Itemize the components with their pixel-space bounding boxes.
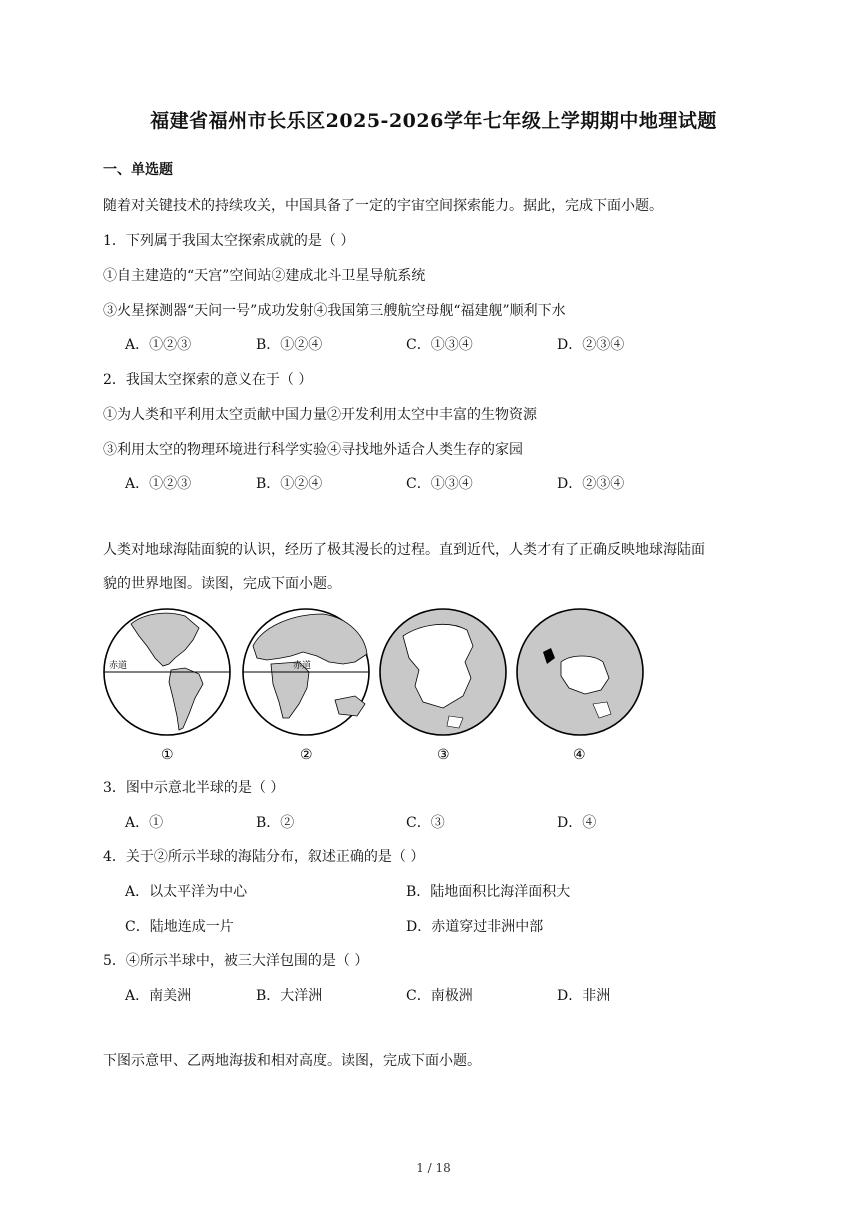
- intro-text-2-line-2: 貌的世界地图。读图，完成下面小题。: [103, 576, 341, 592]
- equator-label-2: 赤道: [293, 661, 312, 671]
- globe-northern-view: [380, 609, 506, 735]
- q3-option-c: C．③: [406, 815, 445, 831]
- question-1-stem: 1．下列属于我国太空探索成就的是（ ）: [103, 233, 355, 249]
- question-2-item-2: ③利用太空的物理环境进行科学实验④寻找地外适合人类生存的家园: [103, 442, 523, 458]
- globe-southern-view: [517, 609, 643, 735]
- q5-option-b: B．大洋洲: [256, 988, 323, 1004]
- globe-western-hemisphere: [104, 609, 230, 735]
- question-2-stem: 2．我国太空探索的意义在于（ ）: [103, 372, 313, 388]
- figure-label-3: ③: [437, 747, 450, 763]
- intro-text-2-line-1: 人类对地球海陆面貌的认识，经历了极其漫长的过程。直到近代，人类才有了正确反映地球海陆面: [103, 542, 705, 558]
- q4-option-a: A．以太平洋为中心: [125, 884, 248, 900]
- question-3-stem: 3．图中示意北半球的是（ ）: [103, 780, 285, 796]
- question-1-item-1: ①自主建造的“天宫”空间站②建成北斗卫星导航系统: [103, 268, 426, 284]
- intro-text-1: 随着对关键技术的持续攻关，中国具备了一定的宇宙空间探索能力。据此，完成下面小题。: [103, 198, 663, 214]
- q3-option-d: D．④: [557, 815, 597, 831]
- q4-option-b: B．陆地面积比海洋面积大: [406, 884, 571, 900]
- question-2-item-1: ①为人类和平利用太空贡献中国力量②开发利用太空中丰富的生物资源: [103, 407, 537, 423]
- question-1-item-2: ③火星探测器“天问一号”成功发射④我国第三艘航空母舰“福建舰”顺利下水: [103, 303, 566, 319]
- figure-label-1: ①: [161, 747, 174, 763]
- section-heading: 一、单选题: [103, 162, 173, 178]
- q5-option-d: D．非洲: [557, 988, 611, 1004]
- globe-eastern-hemisphere: [243, 609, 369, 735]
- q4-option-c: C．陆地连成一片: [125, 919, 234, 935]
- question-5-stem: 5．④所示半球中，被三大洋包围的是（ ）: [103, 953, 369, 969]
- q1-option-d: D．②③④: [557, 337, 625, 353]
- question-4-stem: 4．关于②所示半球的海陆分布，叙述正确的是（ ）: [103, 849, 425, 865]
- q3-option-a: A．①: [125, 815, 164, 831]
- document-title: 福建省福州市长乐区2025-2026学年七年级上学期期中地理试题: [150, 110, 717, 132]
- q5-option-a: A．南美洲: [125, 988, 192, 1004]
- page-number: 1 / 18: [416, 1161, 451, 1175]
- q1-option-b: B．①②④: [256, 337, 323, 353]
- q2-option-a: A．①②③: [125, 476, 192, 492]
- figure-label-4: ④: [573, 747, 586, 763]
- q3-option-b: B．②: [256, 815, 295, 831]
- q2-option-c: C．①③④: [406, 476, 473, 492]
- q2-option-b: B．①②④: [256, 476, 323, 492]
- q2-option-d: D．②③④: [557, 476, 625, 492]
- q4-option-d: D．赤道穿过非洲中部: [406, 919, 544, 935]
- hemispheres-figure: [103, 606, 648, 766]
- q1-option-c: C．①③④: [406, 337, 473, 353]
- q1-option-a: A．①②③: [125, 337, 192, 353]
- intro-text-3: 下图示意甲、乙两地海拔和相对高度。读图，完成下面小题。: [103, 1053, 481, 1069]
- equator-label-1: 赤道: [109, 661, 128, 671]
- q5-option-c: C．南极洲: [406, 988, 473, 1004]
- figure-label-2: ②: [300, 747, 313, 763]
